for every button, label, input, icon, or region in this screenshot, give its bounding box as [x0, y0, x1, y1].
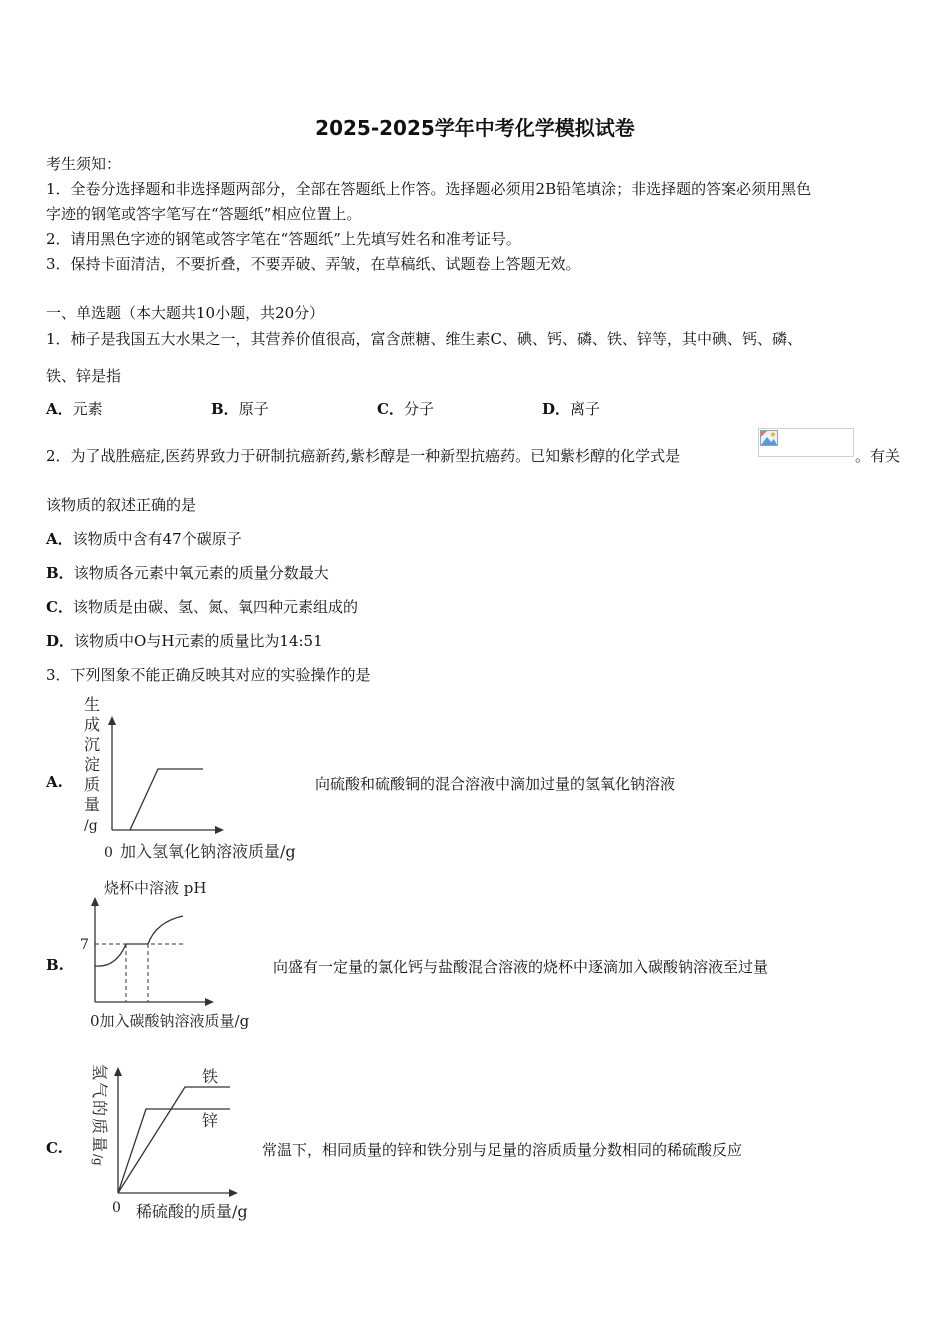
option-text: 离子: [570, 400, 601, 418]
notice-heading: 考生须知：: [46, 155, 122, 173]
graph-a-y-arrow: [108, 716, 116, 725]
option-letter: B．: [46, 564, 74, 582]
notice-item: 3．保持卡面清洁，不要折叠，不要弄破、弄皱，在草稿纸、试题卷上答题无效。: [46, 255, 581, 273]
graph-c-ylabel-char: 质: [90, 1118, 109, 1135]
graph-b-y-arrow: [91, 897, 99, 906]
graph-a-xlabel: 加入氢氧化钠溶液质量/g: [120, 842, 296, 861]
question-1-stem: 1．柿子是我国五大水果之一，其营养价值很高，富含蔗糖、维生素C、碘、钙、磷、铁、锌等，其中碘、钙、磷、: [46, 330, 803, 348]
notice-item: 1．全卷分选择题和非选择题两部分，全部在答题纸上作答。选择题必须用2B铅笔填涂；非选择题的答案必须用黑色: [46, 180, 812, 198]
graph-a-ylabel-char: 沉: [84, 735, 101, 754]
question-2-stem-tail: 。有关: [855, 447, 901, 465]
graph-a-ylabel-char: 成: [84, 715, 101, 734]
question-3-stem: 3．下列图象不能正确反映其对应的实验操作的是: [46, 666, 371, 684]
q3-option-b-letter: B.: [46, 956, 64, 974]
q2-option-c: [46, 596, 358, 617]
graph-a-yunit: /g: [84, 818, 98, 834]
q1-option-b: [211, 398, 269, 419]
graph-a-ylabel-char: 质: [84, 775, 101, 794]
formula-image: [758, 428, 854, 457]
graph-b-x-arrow: [205, 998, 214, 1006]
question-1-stem-cont: 铁、锌是指: [46, 367, 122, 385]
graph-c: [82, 1060, 272, 1225]
option-letter: D．: [542, 400, 571, 418]
graph-c-line-iron: [118, 1087, 230, 1193]
question-2-stem-cont: 该物质的叙述正确的是: [46, 496, 197, 514]
q2-option-a: [46, 528, 242, 549]
graph-c-ylabel-char: 氢: [90, 1064, 109, 1081]
graph-b-xlabel: 0加入碳酸钠溶液质量/g: [90, 1012, 250, 1030]
option-letter: C．: [46, 598, 73, 616]
q3-option-c-text: 常温下，相同质量的锌和铁分别与足量的溶质质量分数相同的稀硫酸反应: [262, 1141, 743, 1159]
q2-option-b: [46, 562, 329, 583]
option-letter: A．: [46, 530, 73, 548]
graph-c-yunit: /g: [91, 1154, 105, 1166]
graph-a: [78, 690, 313, 865]
graph-a-x-arrow: [215, 826, 224, 834]
graph-c-xlabel: 稀硫酸的质量/g: [136, 1202, 248, 1221]
graph-c-ylabel-char: 气: [90, 1082, 109, 1099]
q1-option-a: [46, 398, 103, 419]
graph-c-ylabel-char: 的: [90, 1100, 109, 1117]
q3-option-a-text: 向硫酸和硫酸铜的混合溶液中滴加过量的氢氧化钠溶液: [315, 775, 676, 793]
option-text: 原子: [238, 400, 269, 418]
option-text: 该物质中O与H元素的质量比为14:51: [74, 632, 323, 650]
graph-a-ylabel-char: 量: [84, 795, 101, 814]
notice-item: 字迹的钢笔或答字笔写在“答题纸”相应位置上。: [46, 205, 362, 223]
notice-item: 2．请用黑色字迹的钢笔或答字笔在“答题纸”上先填写姓名和准考证号。: [46, 230, 521, 248]
option-letter: C．: [377, 400, 404, 418]
option-text: 元素: [72, 400, 103, 418]
section-heading: 一、单选题（本大题共10小题，共20分）: [46, 304, 325, 322]
q3-option-c-letter: C.: [46, 1139, 63, 1157]
broken-image-icon: [760, 430, 778, 446]
option-letter: D．: [46, 632, 75, 650]
question-2-stem: 2．为了战胜癌症,医药界致力于研制抗癌新药,紫杉醇是一种新型抗癌药。已知紫杉醇的化学式是: [46, 447, 681, 465]
graph-c-series-zinc: 锌: [202, 1111, 219, 1130]
graph-c-x-arrow: [229, 1189, 238, 1197]
page-title: 2025-2025学年中考化学模拟试卷: [315, 116, 635, 140]
option-text: 该物质是由碳、氢、氮、氧四种元素组成的: [72, 598, 358, 616]
graph-c-series-iron: 铁: [202, 1067, 219, 1086]
graph-a-origin: 0: [104, 845, 113, 861]
q2-option-d: [46, 630, 323, 651]
graph-b: [78, 874, 278, 1034]
q3-option-b-text: 向盛有一定量的氯化钙与盐酸混合溶液的烧杯中逐滴加入碳酸钠溶液至过量: [273, 958, 769, 976]
option-text: 该物质中含有47个碳原子: [72, 530, 242, 548]
option-letter: A．: [46, 400, 73, 418]
option-text: 分子: [403, 400, 434, 418]
graph-c-origin: 0: [112, 1200, 121, 1216]
graph-b-curve: [95, 916, 183, 966]
graph-c-y-arrow: [114, 1067, 122, 1076]
graph-a-curve: [130, 769, 203, 830]
q1-option-c: [377, 398, 434, 419]
graph-b-ylabel: 烧杯中溶液 pH: [104, 879, 207, 897]
q3-option-a-letter: A.: [46, 773, 63, 791]
option-letter: B．: [211, 400, 239, 418]
graph-a-ylabel-char: 生: [84, 695, 101, 714]
graph-c-ylabel-char: 量: [90, 1136, 109, 1153]
q1-option-d: [542, 398, 600, 419]
option-text: 该物质各元素中氧元素的质量分数最大: [73, 564, 329, 582]
graph-a-ylabel-char: 淀: [84, 755, 101, 774]
graph-b-ytick: 7: [80, 937, 89, 953]
